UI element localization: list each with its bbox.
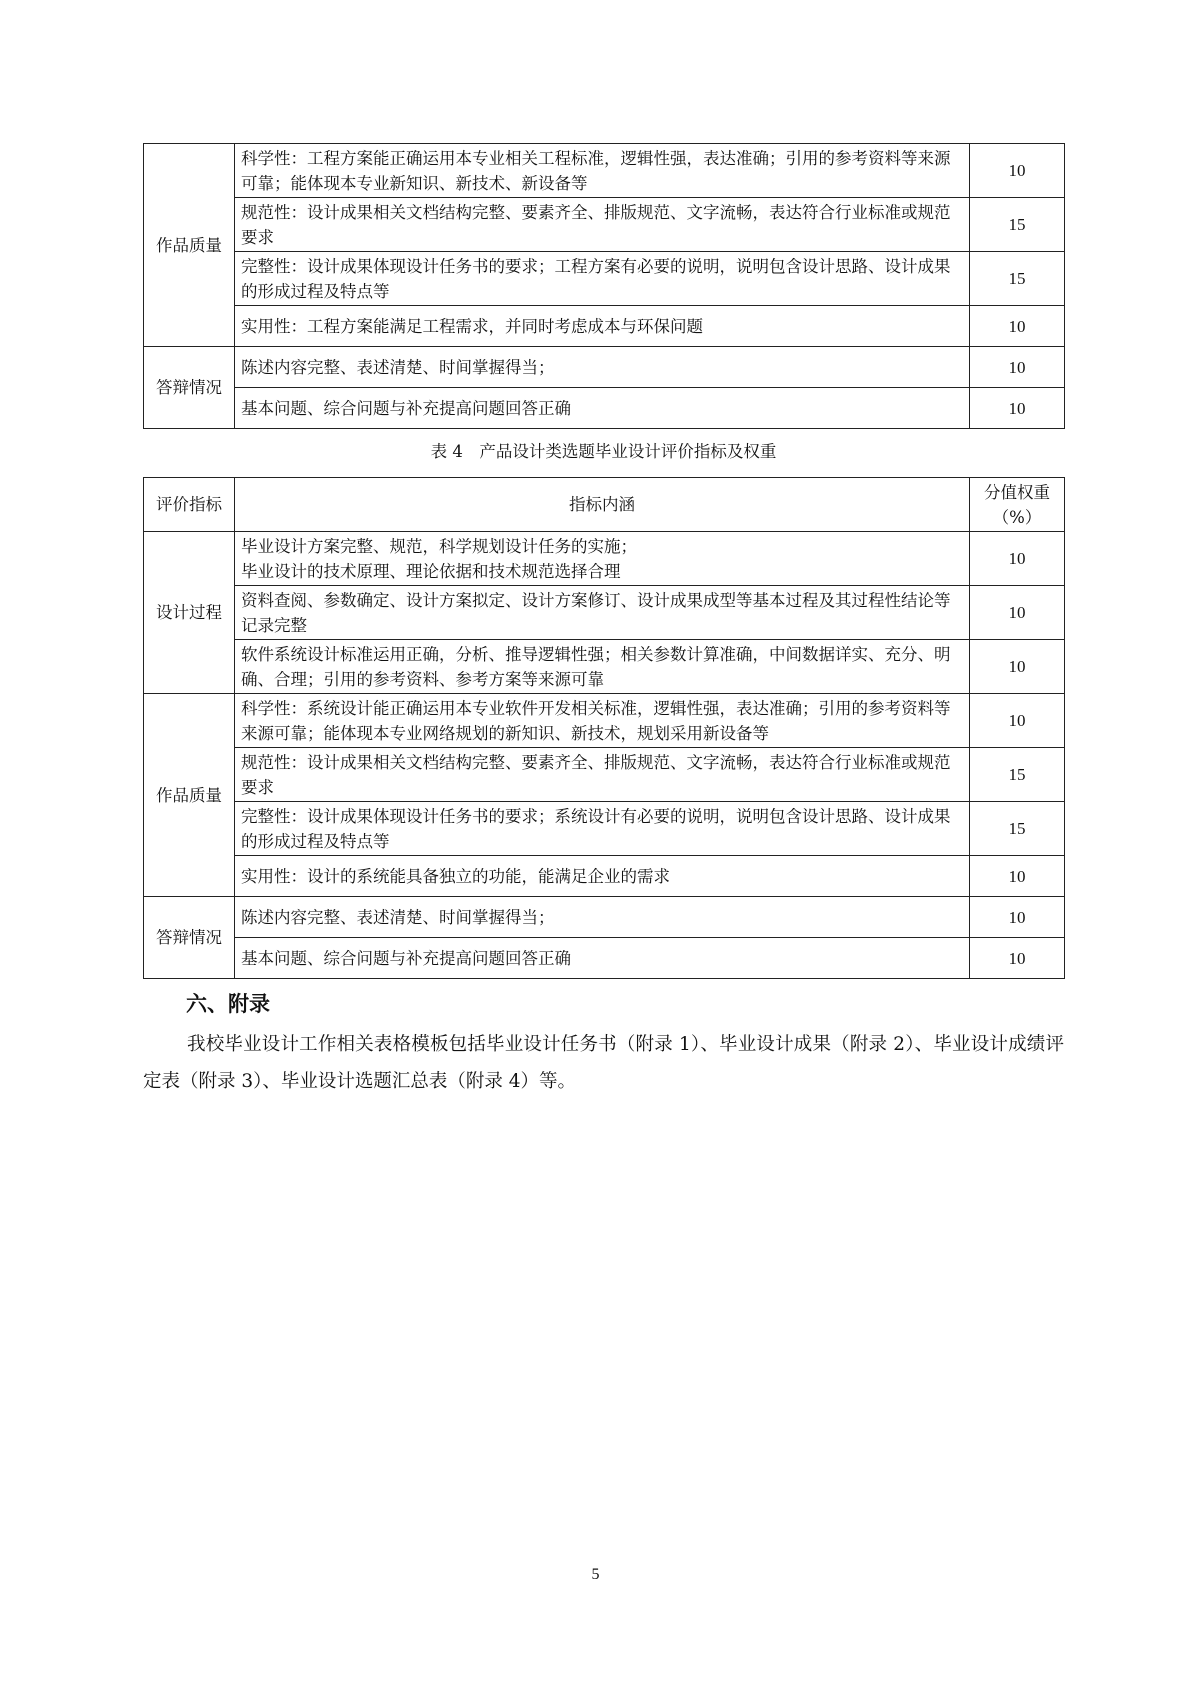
indicator-line: 毕业设计方案完整、规范，科学规划设计任务的实施；	[241, 536, 637, 556]
indicator-content: 完整性：设计成果体现设计任务书的要求；系统设计有必要的说明，说明包含设计思路、设计成果的形成过程及特点等	[235, 802, 970, 856]
indicator-content: 陈述内容完整、表述清楚、时间掌握得当；	[235, 347, 970, 388]
product-design-evaluation-table	[143, 477, 1065, 979]
table-row	[144, 856, 1065, 897]
table-caption: 表 4 产品设计类选题毕业设计评价指标及权重	[430, 442, 777, 461]
table-row	[144, 252, 1065, 306]
weight-value: 10	[970, 640, 1065, 694]
table-row	[144, 532, 1065, 586]
indicator-content: 陈述内容完整、表述清楚、时间掌握得当；	[235, 897, 970, 938]
table-row	[144, 388, 1065, 429]
weight-value: 10	[970, 532, 1065, 586]
indicator-content: 实用性：设计的系统能具备独立的功能，能满足企业的需求	[235, 856, 970, 897]
indicator-content: 实用性：工程方案能满足工程需求，并同时考虑成本与环保问题	[235, 306, 970, 347]
weight-value: 10	[970, 306, 1065, 347]
indicator-content: 规范性：设计成果相关文档结构完整、要素齐全、排版规范、文字流畅，表达符合行业标准或规范要求	[235, 198, 970, 252]
weight-value: 15	[970, 748, 1065, 802]
weight-value: 10	[970, 586, 1065, 640]
section-paragraph: 我校毕业设计工作相关表格模板包括毕业设计任务书（附录 1）、毕业设计成果（附录 2）、毕业设计成绩评定表（附录 3）、毕业设计选题汇总表（附录 4）等。	[143, 1034, 1064, 1092]
table-row	[144, 586, 1065, 640]
weight-value: 10	[970, 347, 1065, 388]
category-cell: 答辩情况	[144, 897, 235, 979]
header-weight-line1: 分值权重	[984, 482, 1050, 502]
weight-value: 10	[970, 144, 1065, 198]
header-content: 指标内涵	[235, 478, 970, 532]
indicator-content: 完整性：设计成果体现设计任务书的要求；工程方案有必要的说明，说明包含设计思路、设计成果的形成过程及特点等	[235, 252, 970, 306]
weight-value: 10	[970, 897, 1065, 938]
table-row	[144, 802, 1065, 856]
table-row	[144, 198, 1065, 252]
category-cell: 答辩情况	[144, 347, 235, 429]
category-cell: 作品质量	[144, 694, 235, 897]
table-row	[144, 347, 1065, 388]
indicator-content: 资料查阅、参数确定、设计方案拟定、设计方案修订、设计成果成型等基本过程及其过程性结论等记录完整	[235, 586, 970, 640]
indicator-line: 毕业设计的技术原理、理论依据和技术规范选择合理	[241, 561, 621, 581]
indicator-content: 科学性：工程方案能正确运用本专业相关工程标准，逻辑性强，表达准确；引用的参考资料等来源可靠；能体现本专业新知识、新技术、新设备等	[235, 144, 970, 198]
indicator-content: 软件系统设计标准运用正确，分析、推导逻辑性强；相关参数计算准确，中间数据详实、充分、明确、合理；引用的参考资料、参考方案等来源可靠	[235, 640, 970, 694]
table-row	[144, 306, 1065, 347]
table-header-row	[144, 478, 1065, 532]
page-number: 5	[591, 1566, 600, 1583]
table-row	[144, 640, 1065, 694]
weight-value: 15	[970, 252, 1065, 306]
weight-value: 15	[970, 802, 1065, 856]
table-row	[144, 748, 1065, 802]
indicator-content	[235, 532, 970, 586]
weight-value: 10	[970, 938, 1065, 979]
table-row	[144, 144, 1065, 198]
header-weight-line2: （%）	[992, 507, 1042, 527]
indicator-content: 规范性：设计成果相关文档结构完整、要素齐全、排版规范、文字流畅，表达符合行业标准或规范要求	[235, 748, 970, 802]
weight-value: 10	[970, 694, 1065, 748]
indicator-content: 基本问题、综合问题与补充提高问题回答正确	[235, 388, 970, 429]
weight-value: 10	[970, 388, 1065, 429]
category-cell: 设计过程	[144, 532, 235, 694]
table-row	[144, 897, 1065, 938]
indicator-content: 基本问题、综合问题与补充提高问题回答正确	[235, 938, 970, 979]
category-cell: 作品质量	[144, 144, 235, 347]
section-heading: 六、附录	[186, 992, 270, 1016]
table-row	[144, 694, 1065, 748]
indicator-content: 科学性：系统设计能正确运用本专业软件开发相关标准，逻辑性强，表达准确；引用的参考资料等来源可靠；能体现本专业网络规划的新知识、新技术，规划采用新设备等	[235, 694, 970, 748]
header-indicator: 评价指标	[144, 478, 235, 532]
weight-value: 15	[970, 198, 1065, 252]
table-row	[144, 938, 1065, 979]
weight-value: 10	[970, 856, 1065, 897]
header-weight	[970, 478, 1065, 532]
evaluation-table-continued	[143, 143, 1065, 429]
